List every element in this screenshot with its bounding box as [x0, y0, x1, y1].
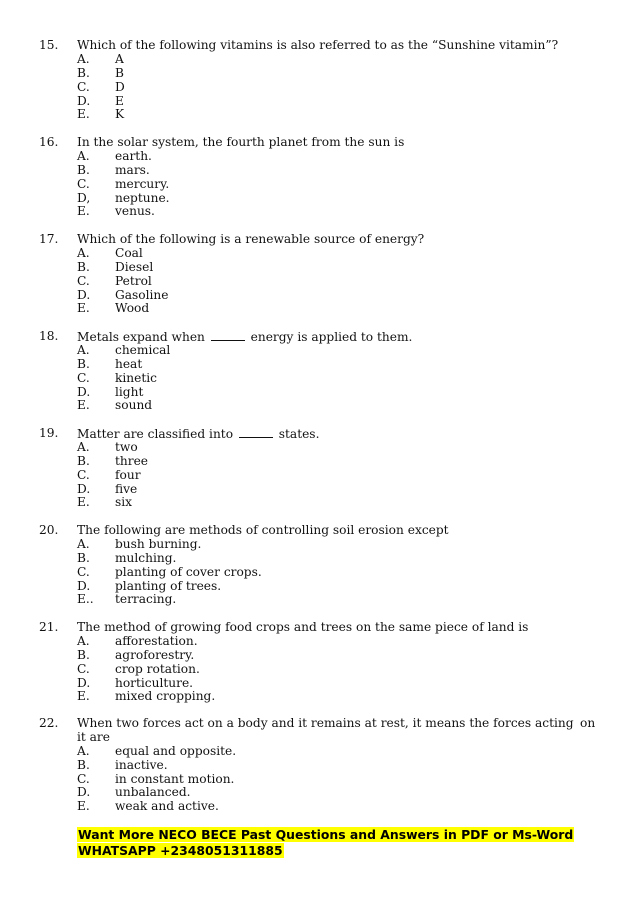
option: [0, 580, 638, 594]
option-text: sound: [115, 398, 153, 413]
option-text: four: [115, 467, 141, 482]
option: [0, 261, 638, 275]
option-text: mixed cropping.: [115, 689, 216, 704]
option: [0, 469, 638, 483]
option: [0, 53, 638, 67]
option: [0, 552, 638, 566]
question-19: [0, 427, 638, 510]
option: [0, 663, 638, 677]
option-text: E: [115, 93, 124, 108]
option-text: Coal: [115, 245, 143, 260]
option-text: equal and opposite.: [115, 743, 237, 758]
option: [0, 344, 638, 358]
question-17: [0, 233, 638, 316]
option-text: horticulture.: [115, 675, 194, 690]
option-letter: B.: [77, 453, 90, 468]
option-letter: A.: [77, 245, 90, 260]
question-number: 22.: [39, 716, 59, 730]
option-text: kinetic: [115, 370, 157, 385]
option: [0, 677, 638, 691]
option: [0, 800, 638, 814]
option-text: A: [115, 51, 124, 66]
option-text: inactive.: [115, 757, 168, 772]
option-letter: A.: [77, 439, 90, 454]
question-stem: The following are methods of controlling soil erosion except: [77, 523, 449, 537]
option-text: afforestation.: [115, 633, 198, 648]
answer-blank: [239, 427, 273, 438]
option-letter: D.: [77, 785, 91, 800]
question-stem: [77, 427, 319, 442]
question-number: 18.: [39, 329, 59, 343]
option: [0, 455, 638, 469]
option-letter: D.: [77, 93, 91, 108]
option-text: unbalanced.: [115, 785, 191, 800]
question-stem: Which of the following vitamins is also referred to as the “Sunshine vitamin”?: [77, 38, 559, 52]
option-letter: C.: [77, 467, 90, 482]
question-stem-line-2: it are: [77, 729, 110, 744]
option-letter: A.: [77, 536, 90, 551]
question-21: [0, 621, 638, 704]
option-letter: D.: [77, 578, 91, 593]
option-letter: D.: [77, 287, 91, 302]
promo-banner: [77, 827, 574, 859]
option: [0, 289, 638, 303]
option-text: terracing.: [115, 592, 177, 607]
option-letter: E.: [77, 799, 90, 814]
option-letter: B.: [77, 356, 90, 371]
question-20: [0, 524, 638, 607]
option: [0, 773, 638, 787]
option: [0, 192, 638, 206]
option-text: neptune.: [115, 190, 170, 205]
option-letter: A.: [77, 51, 90, 66]
option-text: mars.: [115, 162, 150, 177]
option-text: weak and active.: [115, 799, 219, 814]
option-letter: B.: [77, 162, 90, 177]
option-letter: C.: [77, 176, 90, 191]
option-letter: D.: [77, 675, 91, 690]
option-text: two: [115, 439, 138, 454]
option-letter: E.: [77, 204, 90, 219]
option: [0, 67, 638, 81]
option: [0, 566, 638, 580]
option: [0, 302, 638, 316]
option-letter: D.: [77, 384, 91, 399]
promo-whatsapp-line: WHATSAPP +2348051311885: [78, 843, 283, 858]
option: [0, 95, 638, 109]
option: [0, 386, 638, 400]
option: [0, 690, 638, 704]
option-text: bush burning.: [115, 536, 202, 551]
option: [0, 441, 638, 455]
option-text: Petrol: [115, 273, 152, 288]
question-16: [0, 136, 638, 219]
question-stem-continuation: on: [580, 716, 596, 730]
option-text: Wood: [115, 301, 150, 316]
option-letter: A.: [77, 743, 90, 758]
question-number: 15.: [39, 38, 59, 52]
stem-text-after: states.: [278, 427, 320, 441]
option-letter: D,: [77, 190, 91, 205]
option-letter: E.: [77, 107, 90, 122]
option-text: chemical: [115, 342, 171, 357]
option-text: in constant motion.: [115, 771, 235, 786]
option: [0, 635, 638, 649]
question-15: [0, 39, 638, 122]
question-22: [0, 717, 638, 814]
question-number: 17.: [39, 232, 59, 246]
option-text: agroforestry.: [115, 647, 195, 662]
option: [0, 483, 638, 497]
option: [0, 593, 638, 607]
option-text: crop rotation.: [115, 661, 200, 676]
option-text: three: [115, 453, 148, 468]
option-text: planting of trees.: [115, 578, 222, 593]
option-text: earth.: [115, 148, 152, 163]
option: [0, 649, 638, 663]
option-letter: B.: [77, 550, 90, 565]
option: [0, 759, 638, 773]
option-letter: B.: [77, 757, 90, 772]
option-letter: E.: [77, 398, 90, 413]
option: [0, 275, 638, 289]
question-stem: The method of growing food crops and trees on the same piece of land is: [77, 620, 529, 634]
option-text: five: [115, 481, 138, 496]
option-text: K: [115, 107, 125, 122]
option-text: Diesel: [115, 259, 154, 274]
option-letter: C.: [77, 273, 90, 288]
question-number: 20.: [39, 523, 59, 537]
option-letter: B.: [77, 259, 90, 274]
option-text: mulching.: [115, 550, 177, 565]
question-number: 19.: [39, 426, 59, 440]
option-text: mercury.: [115, 176, 170, 191]
option: [0, 538, 638, 552]
option-letter: C.: [77, 564, 90, 579]
option: [0, 358, 638, 372]
option: [0, 81, 638, 95]
option: [0, 745, 638, 759]
option-letter: A.: [77, 633, 90, 648]
question-18: [0, 330, 638, 413]
stem-text-before: Metals expand when: [77, 330, 205, 344]
option-letter: A.: [77, 342, 90, 357]
option-letter: C.: [77, 370, 90, 385]
option-letter: B.: [77, 647, 90, 662]
option: [0, 496, 638, 510]
question-stem: In the solar system, the fourth planet from the sun is: [77, 135, 405, 149]
option: [0, 108, 638, 122]
option-letter: B.: [77, 65, 90, 80]
option-text: Gasoline: [115, 287, 169, 302]
option: [0, 372, 638, 386]
option-letter: E.: [77, 689, 90, 704]
option-text: six: [115, 495, 133, 510]
option: [0, 786, 638, 800]
option-text: heat: [115, 356, 143, 371]
promo-line-1: Want More NECO BECE Past Questions and Answers in PDF or Ms-Word: [78, 827, 574, 842]
option: [0, 205, 638, 219]
question-stem: Which of the following is a renewable source of energy?: [77, 232, 425, 246]
option: [0, 150, 638, 164]
option-letter: C.: [77, 771, 90, 786]
stem-text-after: energy is applied to them.: [250, 330, 413, 344]
option-text: venus.: [115, 204, 155, 219]
option-letter: C.: [77, 661, 90, 676]
option-letter: E.: [77, 301, 90, 316]
option: [0, 164, 638, 178]
option-letter: D.: [77, 481, 91, 496]
option-letter: E..: [77, 592, 94, 607]
question-number: 21.: [39, 620, 59, 634]
question-number: 16.: [39, 135, 59, 149]
option-text: planting of cover crops.: [115, 564, 262, 579]
answer-blank: [211, 330, 245, 341]
stem-text-before: Matter are classified into: [77, 427, 234, 441]
option-letter: A.: [77, 148, 90, 163]
option-text: D: [115, 79, 125, 94]
option: [0, 399, 638, 413]
question-stem: When two forces act on a body and it remains at rest, it means the forces acting: [77, 716, 574, 730]
option-text: B: [115, 65, 124, 80]
option-text: light: [115, 384, 144, 399]
option-letter: C.: [77, 79, 90, 94]
option-letter: E.: [77, 495, 90, 510]
option: [0, 178, 638, 192]
option: [0, 247, 638, 261]
